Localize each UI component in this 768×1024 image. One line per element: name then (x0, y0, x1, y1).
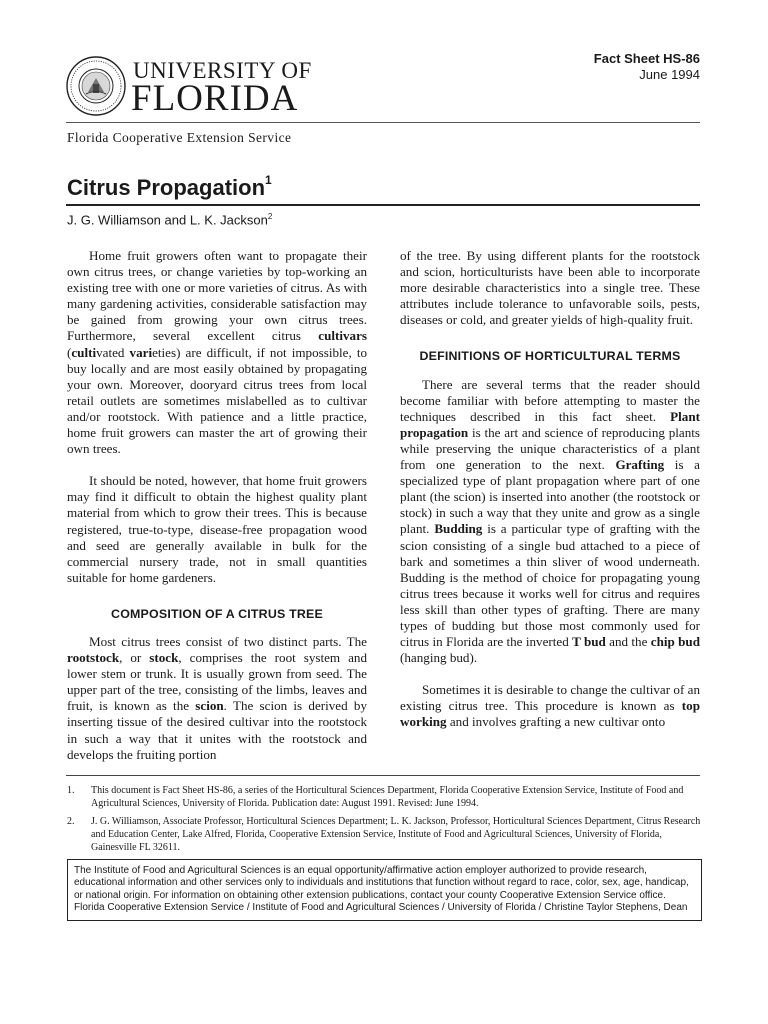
equal-opportunity-disclaimer (67, 859, 702, 921)
footnotes (67, 784, 701, 859)
continued-paragraph: of the tree. By using different plants for the rootstock and scion, horticulturists have been able to incorporate more desirable characteristics into a single tree. These attributes include tolerance to unfavorable soils, pests, diseases or cold, and greater yields of high-quality fruit. (400, 248, 700, 328)
term-top-working: top working (400, 698, 700, 730)
footnote-divider (66, 775, 700, 776)
footnote-text: J. G. Williamson, Associate Professor, Horticultural Sciences Department; L. K. Jackson, Professor, Horticultural Sciences Department, Citrus Research and Education Center, Lake Alfred, Florida, Cooperative Extension Service, Institute of Food and Agricultural Sciences, University of Florida, Gainesville FL 32611. (91, 816, 701, 853)
extension-service-name: Florida Cooperative Extension Service (67, 130, 292, 145)
university-seal-icon (66, 56, 126, 116)
disclaimer-credit-line: Florida Cooperative Extension Service / Institute of Food and Agricultural Sciences / University of Florida / Christine Taylor Stephens, Dean (74, 902, 688, 914)
left-column (67, 248, 367, 763)
intro-paragraph: Home fruit growers often want to propagate their own citrus trees, or change varieties by top-working an existing tree with one or more varieties of citrus. As with many gardening activities, considerable satisfaction may be gained from growing your own citrus trees. Furthermore, several excellent citrus cultivars (cultivated varieties) are difficult, if not impossible, to buy locally and are most easily obtained by propagating your own. Moreover, dooryard citrus trees from local retail outlets are sometimes mislabelled as to cultivar and/or rootstock. With patience and a little practice, home fruit growers can master the art of growing their own trees. (67, 248, 367, 457)
top-working-paragraph: Sometimes it is desirable to change the cultivar of an existing citrus tree. This procedure is known as top working and involves grafting a new cultivar onto (400, 682, 700, 730)
footnote-item (67, 815, 701, 854)
term-chip-bud: chip bud (650, 634, 700, 650)
term-t-bud: T bud (572, 634, 606, 650)
authors-footnote-ref[interactable]: 2 (267, 212, 273, 221)
term-cultivars: cultivars (318, 328, 367, 344)
authors-text: J. G. Williamson and L. K. Jackson (67, 212, 268, 228)
term-scion: scion (195, 698, 224, 714)
term-grafting: Grafting (615, 457, 665, 473)
disclaimer-text: The Institute of Food and Agricultural Sciences is an equal opportunity/affirmative action employer authorized to provide research, educational information and other services only to individuals and institutions that function without regard to race, color, sex, age, handicap, or national origin. For information on obtaining other extension publications, contact your county Cooperative Extension Service office. (74, 865, 689, 901)
fact-sheet-date: June 1994 (639, 67, 700, 82)
term-stock: stock (149, 650, 179, 666)
authors (67, 212, 272, 227)
footnote-number: 1. (67, 785, 75, 796)
title-divider (66, 204, 700, 206)
footnote-number: 2. (67, 816, 75, 827)
title-footnote-ref[interactable]: 1 (265, 172, 272, 187)
university-name-line2: FLORIDA (131, 78, 299, 119)
section-heading-definitions: DEFINITIONS OF HORTICULTURAL TERMS (419, 349, 681, 364)
definitions-paragraph: There are several terms that the reader should become familiar with before attempting to master the techniques described in this fact sheet. Plant propagation is the art and science of reproducing plants while preserving the unique characteristics of a plant from one generation to the next. Grafting is a specialized type of plant propagation where part of one plant (the scion) is inserted into another (the rootstock or stock) in such a way that they unite and grow as a single plant. Budding is a particular type of grafting with the scion consisting of a single bud attached to a piece of bark and sometimes a thin sliver of wood underneath. Budding is the method of choice for propagating young citrus trees because it works well for citrus and requires less skill than other types of grafting. There are many types of budding but those most commonly used for citrus in Florida are the inverted T bud and the chip bud (hanging bud). (400, 376, 700, 666)
footnote-item (67, 784, 701, 810)
right-column (400, 248, 700, 731)
fact-sheet-id: Fact Sheet HS-86 (593, 51, 700, 66)
composition-paragraph: Most citrus trees consist of two distinct parts. The rootstock, or stock, comprises the root system and lower stem or trunk. It is usually grown from seed. The upper part of the tree, consisting of the limbs, leaves and fruit, is known as the scion. The scion is derived by inserting tissue of the desired cultivar into the rootstock in such a way that it unites with the rootstock and develops the fruiting portion (67, 633, 367, 762)
header-divider (66, 122, 700, 123)
footnote-text: This document is Fact Sheet HS-86, a series of the Horticultural Sciences Department, Florida Cooperative Extension Service, Institute of Food and Agricultural Sciences, University of Florida. Publication date: August 1991. Revised: June 1994. (91, 785, 684, 809)
term-budding: Budding (434, 521, 483, 537)
term-rootstock: rootstock (67, 650, 120, 666)
term-plant-propagation: Plant propagation (400, 408, 700, 440)
section-heading-composition: COMPOSITION OF A CITRUS TREE (111, 606, 323, 621)
university-name-line1: UNIVERSITY OF (133, 58, 312, 83)
sourcing-paragraph: It should be noted, however, that home fruit growers may find it difficult to obtain the highest quality plant material from which to grow their trees. This is because registered, true-to-type, disease-free propagation wood and seed are generally available in bulk for the commercial nursery trade, not in small quantities suitable for home gardeners. (67, 473, 367, 585)
document-title (67, 172, 272, 201)
title-text: Citrus Propagation (67, 175, 266, 200)
